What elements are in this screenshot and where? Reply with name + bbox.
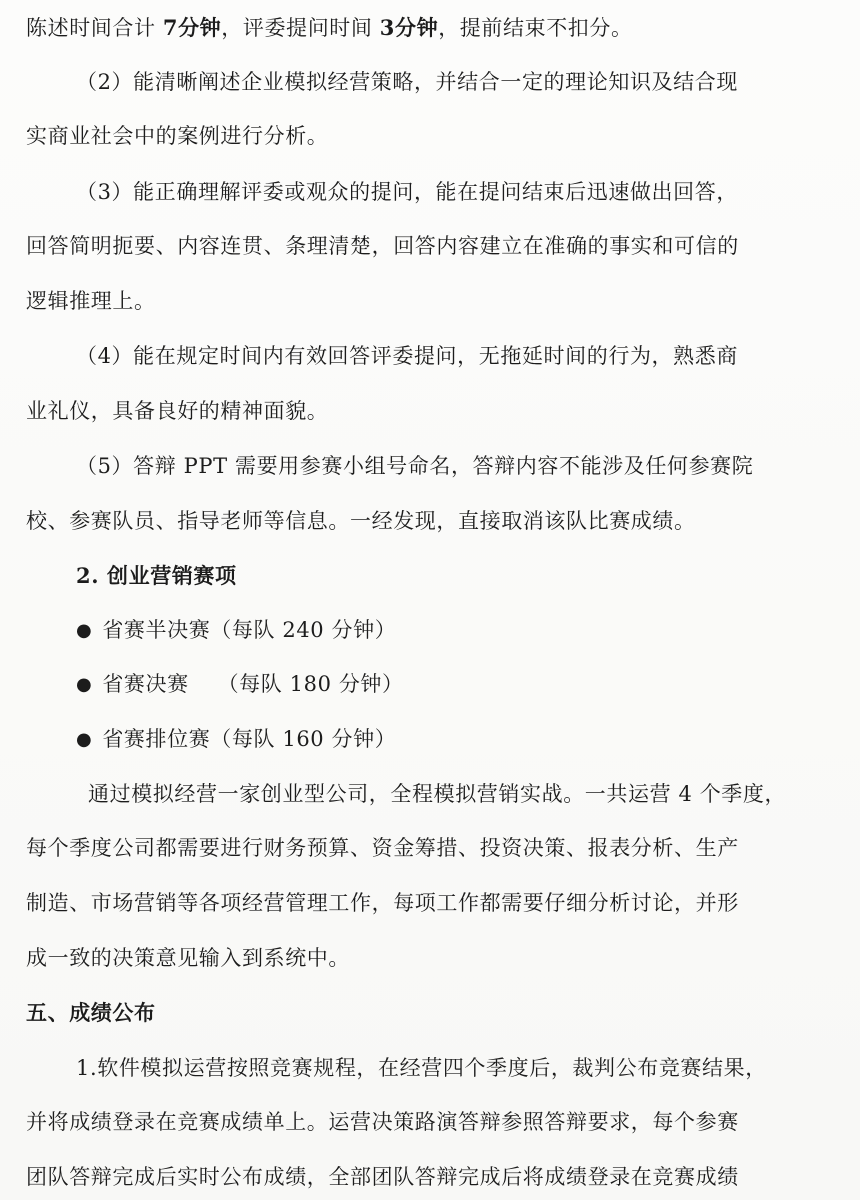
- paragraph-7-line-1: 1.软件模拟运营按照竞赛规程，在经营四个季度后，裁判公布竞赛结果，: [76, 1056, 767, 1080]
- bullet-dot-icon: ●: [76, 729, 93, 750]
- paragraph-6-line-1: 通过模拟经营一家创业型公司，全程模拟营销实战。一共运营 4 个季度，: [88, 782, 787, 806]
- paragraph-6-line-2: 每个季度公司都需要进行财务预算、资金筹措、投资决策、报表分析、生产: [26, 836, 739, 860]
- paragraph-3-line-3: 逻辑推理上。: [26, 289, 156, 313]
- paragraph-7-line-2: 并将成绩登录在竞赛成绩单上。运营决策路演答辩参照答辩要求，每个参赛: [26, 1110, 739, 1134]
- paragraph-4-line-1: （4）能在规定时间内有效回答评委提问，无拖延时间的行为，熟悉商: [76, 344, 738, 368]
- paragraph-3-line-1: （3）能正确理解评委或观众的提问，能在提问结束后迅速做出回答，: [76, 180, 738, 204]
- text-segment: ，提前结束不扣分。: [438, 16, 633, 40]
- bullet-text: 省赛决赛 （每队 180 分钟）: [102, 672, 404, 696]
- paragraph-5-line-2: 校、参赛队员、指导老师等信息。一经发现，直接取消该队比赛成绩。: [26, 509, 696, 533]
- paragraph-7-line-3: 团队答辩完成后实时公布成绩，全部团队答辩完成后将成绩登录在竞赛成绩: [26, 1165, 739, 1189]
- paragraph-2-line-1: （2）能清晰阐述企业模拟经营策略，并结合一定的理论知识及结合现: [76, 70, 738, 94]
- paragraph-3-line-2: 回答简明扼要、内容连贯、条理清楚，回答内容建立在准确的事实和可信的: [26, 234, 739, 258]
- bullet-item: [0, 612, 860, 648]
- emphasis-time: 7分钟: [162, 15, 222, 40]
- text-line-1: [0, 10, 860, 46]
- section-heading-marketing: 2. 创业营销赛项: [76, 563, 237, 588]
- paragraph-4-line-2: 业礼仪，具备良好的精神面貌。: [26, 399, 329, 423]
- bullet-dot-icon: ●: [76, 674, 93, 695]
- paragraph-2-line-2: 实商业社会中的案例进行分析。: [26, 124, 329, 148]
- bullet-text: 省赛排位赛（每队 160 分钟）: [102, 727, 397, 751]
- bullet-dot-icon: ●: [76, 620, 93, 641]
- bullet-text: 省赛半决赛（每队 240 分钟）: [102, 618, 397, 642]
- paragraph-6-line-3: 制造、市场营销等各项经营管理工作，每项工作都需要仔细分析讨论，并形: [26, 891, 739, 915]
- bullet-item: [0, 666, 860, 702]
- text-segment: 陈述时间合计: [26, 16, 163, 40]
- section-heading-results: 五、成绩公布: [26, 1000, 156, 1025]
- text-segment: ，评委提问时间: [221, 16, 380, 40]
- bullet-item: [0, 721, 860, 757]
- paragraph-6-line-4: 成一致的决策意见输入到系统中。: [26, 946, 350, 970]
- paragraph-5-line-1: （5）答辩 PPT 需要用参赛小组号命名，答辩内容不能涉及任何参赛院: [76, 454, 754, 478]
- emphasis-time: 3分钟: [379, 15, 439, 40]
